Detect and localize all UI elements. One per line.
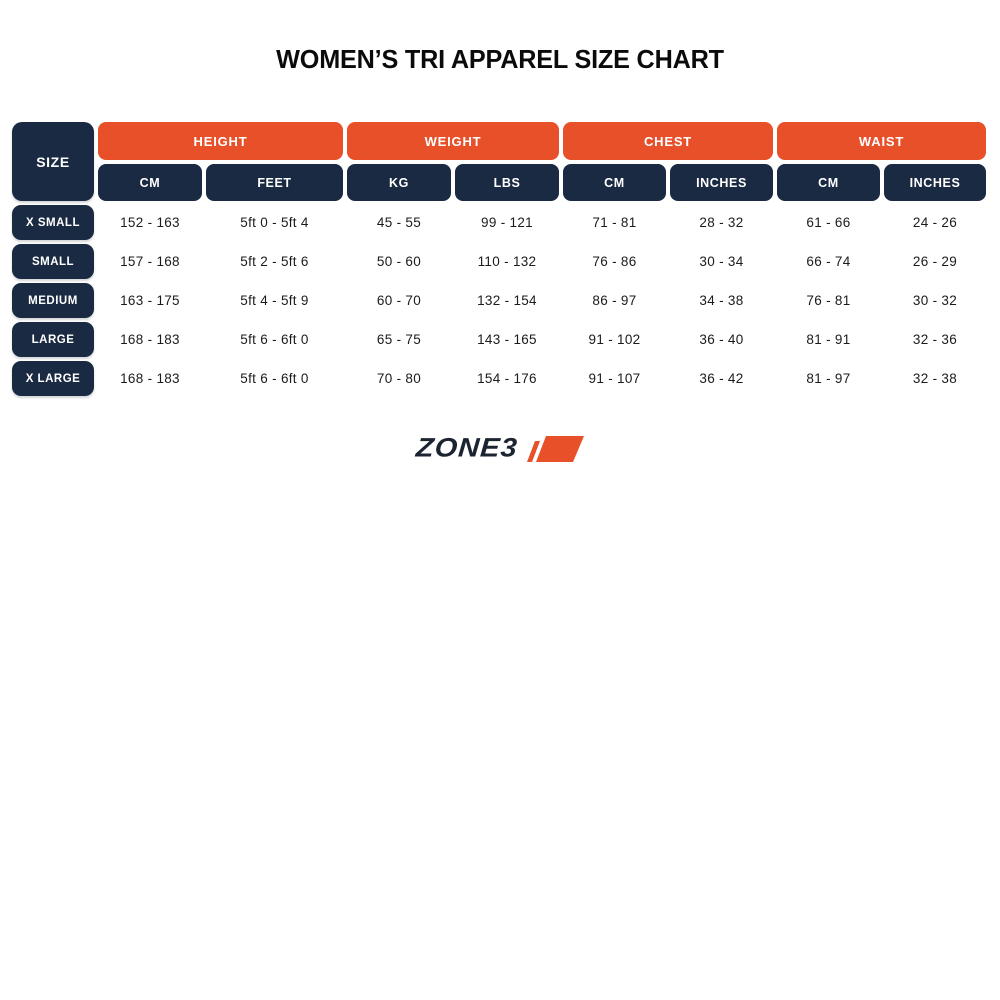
table-cell: 143 - 165 [477, 332, 537, 347]
table-cell: 28 - 32 [699, 215, 744, 230]
sub-header-chest-cm: CM [563, 164, 666, 201]
group-header-height: HEIGHT [98, 122, 343, 160]
group-header-waist: WAIST [777, 122, 986, 160]
table-cell: 81 - 97 [806, 371, 851, 386]
table-cell: 26 - 29 [912, 254, 958, 269]
size-row-label: MEDIUM [12, 283, 94, 318]
size-row-label: SMALL [12, 244, 94, 279]
table-cell: 24 - 26 [912, 215, 958, 230]
size-row-label: LARGE [12, 322, 94, 357]
table-cell: 5ft 4 - 5ft 9 [240, 293, 309, 308]
sub-header-height-feet: FEET [206, 164, 343, 201]
table-cell: 60 - 70 [376, 293, 422, 308]
sub-header-weight-lbs: LBS [455, 164, 559, 201]
table-cell: 76 - 81 [806, 293, 851, 308]
table-cell: 76 - 86 [592, 254, 637, 269]
sub-header-weight-kg: KG [347, 164, 451, 201]
table-cell: 36 - 40 [699, 332, 744, 347]
table-cell: 168 - 183 [120, 332, 180, 347]
table-cell: 5ft 0 - 5ft 4 [240, 215, 309, 230]
table-cell: 91 - 102 [588, 332, 641, 347]
page-title: WOMEN’S TRI APPAREL SIZE CHART [276, 44, 724, 74]
table-cell: 30 - 32 [912, 293, 958, 308]
table-cell: 168 - 183 [120, 371, 180, 386]
table-cell: 34 - 38 [699, 293, 744, 308]
table-cell: 71 - 81 [592, 215, 637, 230]
zone3-flag-icon [526, 436, 584, 462]
table-cell: 152 - 163 [120, 215, 180, 230]
zone3-logo-text: ZONE3 [415, 433, 519, 463]
table-cell: 86 - 97 [592, 293, 637, 308]
table-cell: 132 - 154 [477, 293, 537, 308]
table-cell: 70 - 80 [376, 371, 422, 386]
size-column-header: SIZE [12, 122, 94, 201]
table-cell: 30 - 34 [699, 254, 744, 269]
table-cell: 91 - 107 [588, 371, 641, 386]
size-chart-table [12, 122, 986, 396]
table-cell: 45 - 55 [376, 215, 422, 230]
table-cell: 65 - 75 [376, 332, 422, 347]
table-cell: 163 - 175 [120, 293, 180, 308]
table-cell: 32 - 38 [912, 371, 958, 386]
table-cell: 5ft 2 - 5ft 6 [240, 254, 309, 269]
group-header-chest: CHEST [563, 122, 773, 160]
size-row-label: X LARGE [12, 361, 94, 396]
size-row-label: X SMALL [12, 205, 94, 240]
sub-header-height-cm: CM [98, 164, 202, 201]
table-cell: 50 - 60 [376, 254, 422, 269]
sub-header-chest-inches: INCHES [670, 164, 773, 201]
table-cell: 110 - 132 [477, 254, 537, 269]
table-cell: 36 - 42 [699, 371, 744, 386]
sub-header-waist-cm: CM [777, 164, 880, 201]
table-cell: 32 - 36 [912, 332, 958, 347]
group-header-weight: WEIGHT [347, 122, 559, 160]
table-cell: 154 - 176 [477, 371, 537, 386]
table-cell: 99 - 121 [481, 215, 533, 230]
table-cell: 81 - 91 [806, 332, 851, 347]
table-cell: 61 - 66 [806, 215, 851, 230]
table-cell: 157 - 168 [120, 254, 180, 269]
zone3-logo [0, 434, 1000, 463]
table-cell: 5ft 6 - 6ft 0 [240, 371, 309, 386]
table-cell: 66 - 74 [806, 254, 851, 269]
table-cell: 5ft 6 - 6ft 0 [240, 332, 309, 347]
sub-header-waist-inches: INCHES [884, 164, 986, 201]
